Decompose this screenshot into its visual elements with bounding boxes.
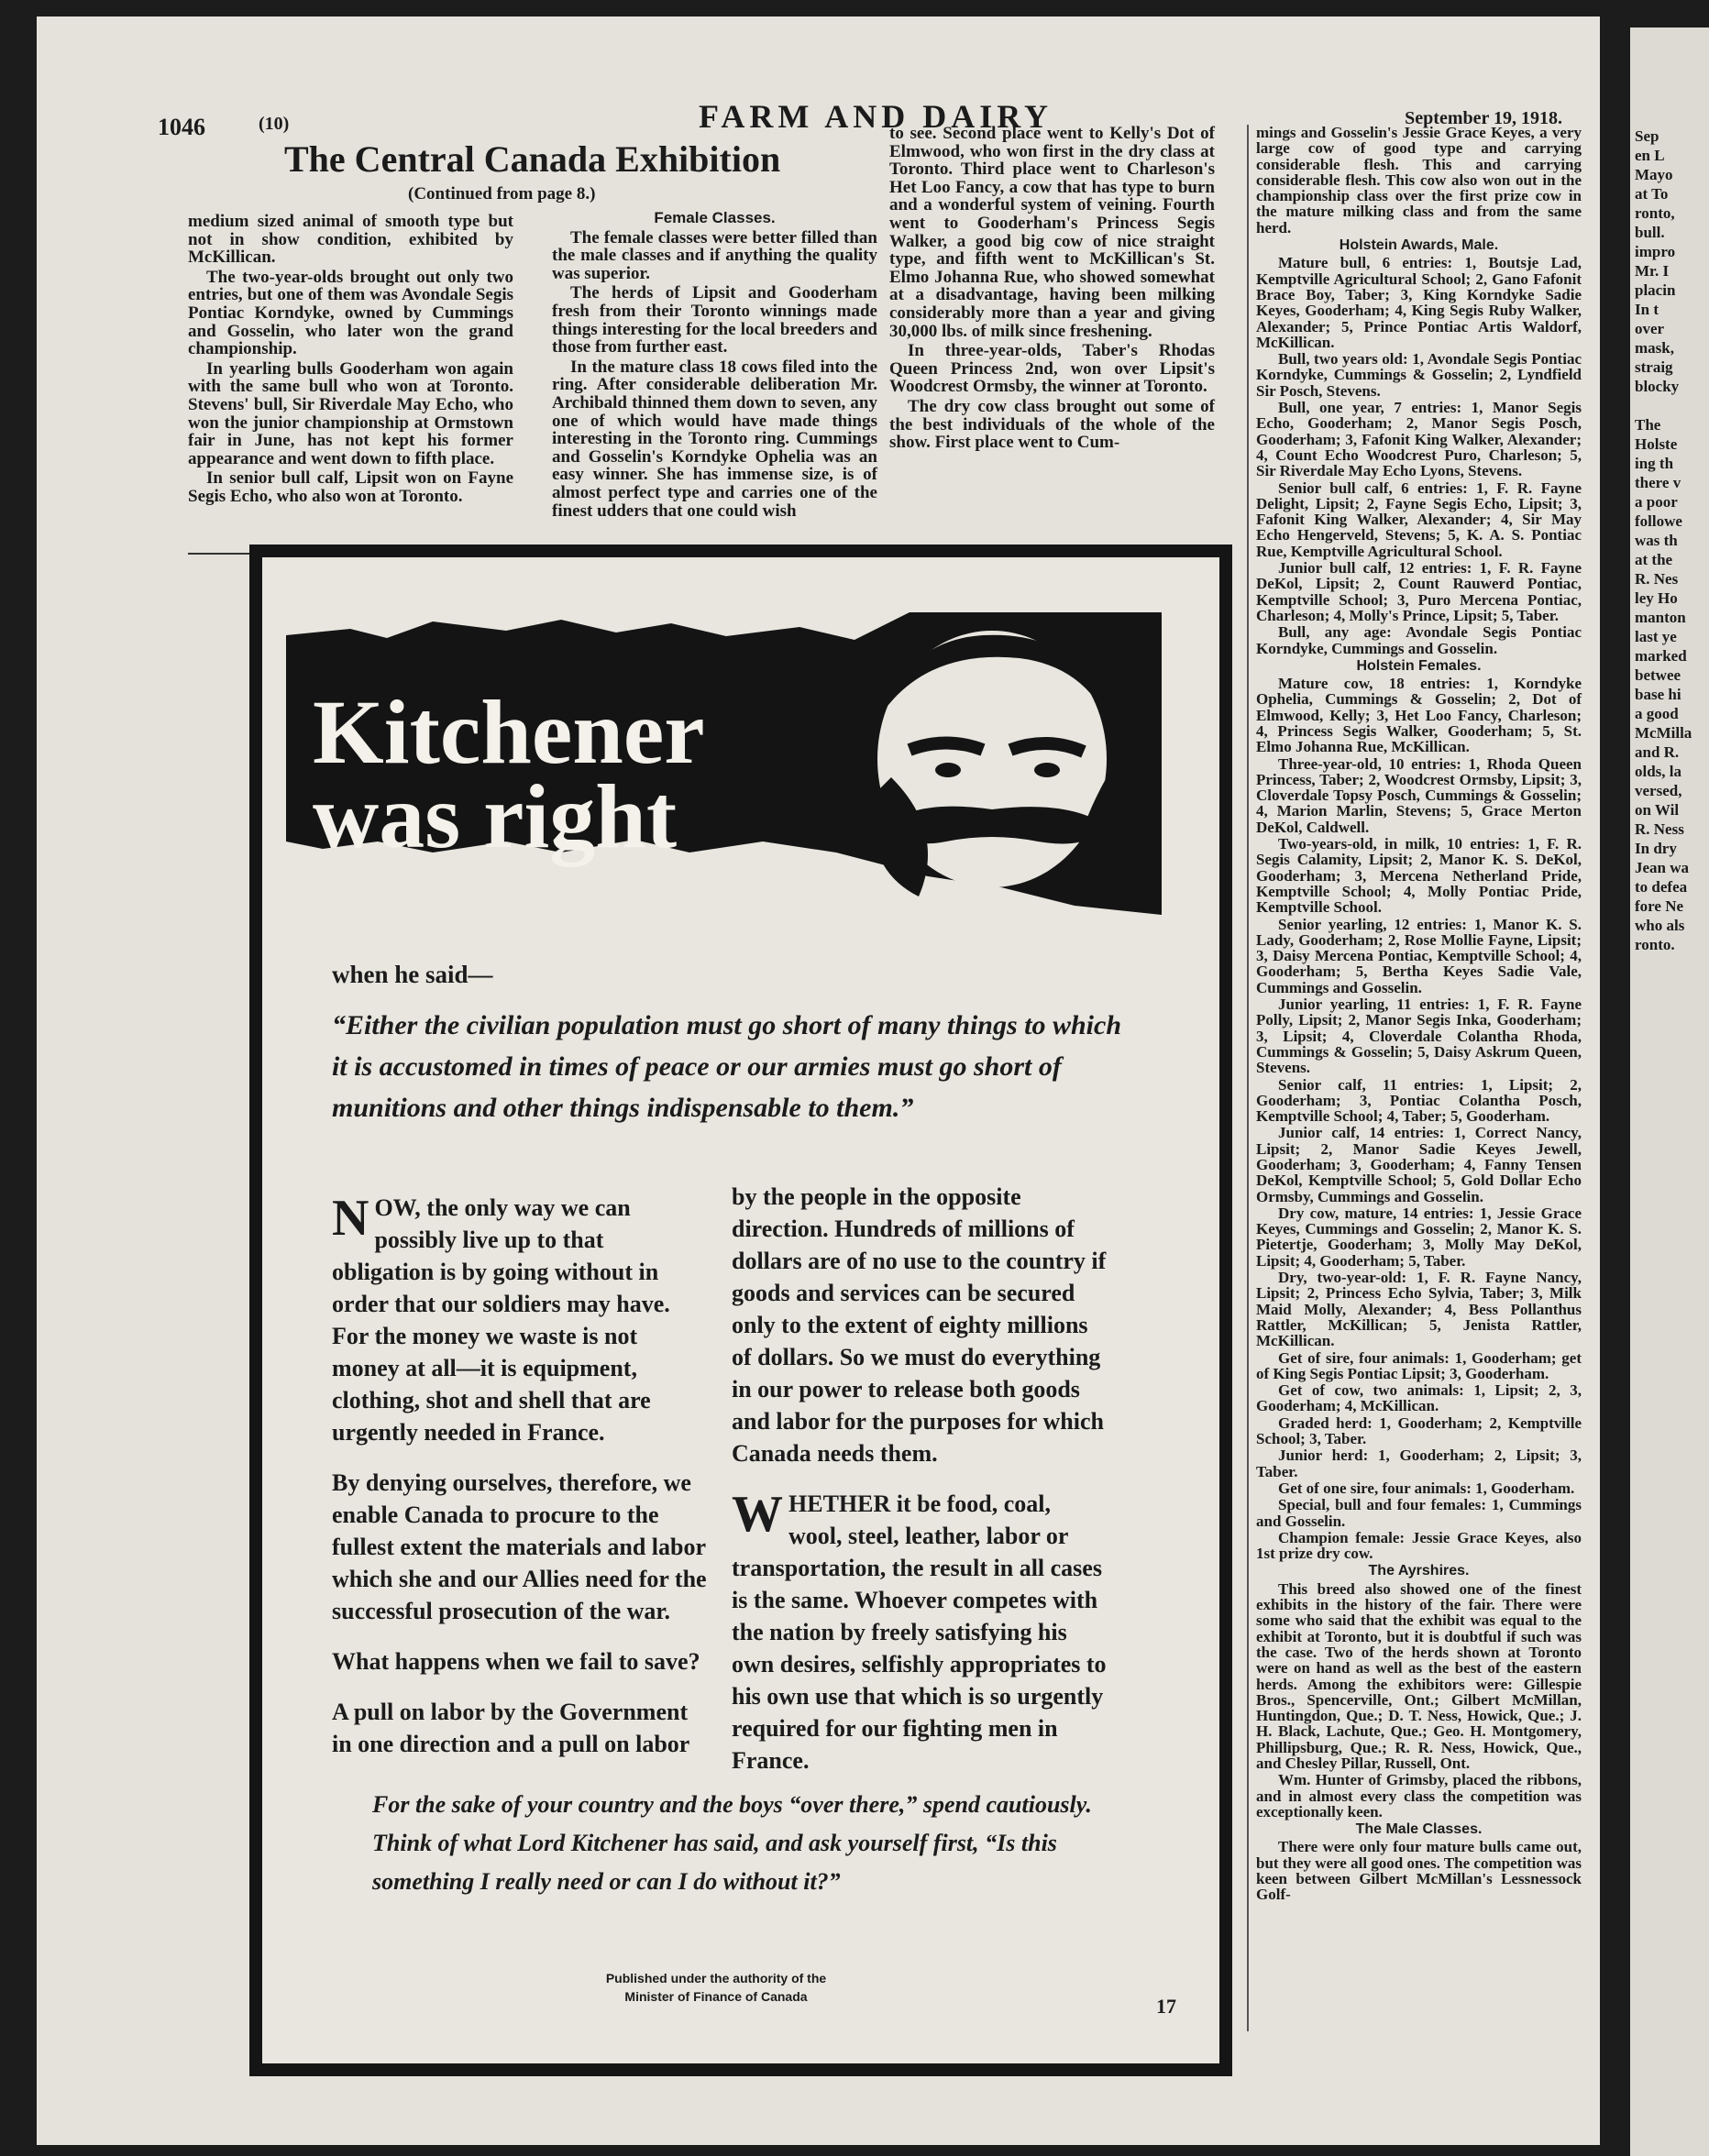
award-entry: Senior yearling, 12 entries: 1, Manor K. S. Lady, Gooderham; 2, Rose Mollie Fayne, Lipsit; 3, Daisy Mercena Pontiac, Kemptville School; 4, Gooderham; 5, Bertha Keyes Sadie Vale, Cummings and Gosselin. <box>1256 915 1582 996</box>
newspaper-page <box>37 16 1600 2145</box>
adjacent-page-fragment: Jean wa <box>1635 859 1690 876</box>
awards-column <box>1256 125 1582 1904</box>
portrait-eye-left <box>935 763 961 777</box>
ad-paragraph: by the people in the opposite direction. Hundreds of millions of dollars are of no use to the country if goods and services can be secured only to the extent of eighty millions of dollars. So we must do everything in our power to release both goods and labor for the purposes for which Canada needs them. <box>732 1183 1107 1467</box>
ad-headline <box>313 681 705 867</box>
award-entry: Junior calf, 14 entries: 1, Correct Nancy, Lipsit; 2, Manor Sadie Keyes Jewell, Gooderham; 3, Gooderham; 4, Fanny Tensen DeKol, Kemptville School; 5, Gold Dollar Echo Ormsby, Cummings and Gosselin. <box>1256 1124 1582 1205</box>
adjacent-page-fragment: Sep <box>1635 127 1659 145</box>
kitchener-advertisement <box>249 544 1232 2076</box>
award-entry: Bull, two years old: 1, Avondale Segis Pontiac Korndyke, Cummings & Gosselin; 2, Lyndfield Sir Posch, Stevens. <box>1256 350 1582 400</box>
paragraph: The female classes were better filled than the male classes and if anything the quality was superior. <box>552 227 877 283</box>
ad-paragraph: A pull on labor by the Government in one direction and a pull on labor <box>332 1699 690 1757</box>
adjacent-page-fragment: R. Ness <box>1635 820 1684 838</box>
article-title: The Central Canada Exhibition <box>284 138 781 180</box>
award-entry: Bull, any age: Avondale Segis Pontiac Korndyke, Cummings and Gosselin. <box>1256 623 1582 657</box>
adjacent-page-fragment: R. Nes <box>1635 570 1679 588</box>
inner-page-number: (10) <box>259 114 290 134</box>
article-column-1 <box>188 213 513 508</box>
drop-cap: W <box>732 1486 783 1543</box>
ad-lead-in: when he said— <box>332 961 493 988</box>
award-entry: Junior herd: 1, Gooderham; 2, Lipsit; 3, Taber. <box>1256 1446 1582 1480</box>
continued-note: (Continued from page 8.) <box>408 184 596 204</box>
adjacent-page-fragment: last ye <box>1635 628 1677 645</box>
publisher-line: Minister of Finance of Canada <box>624 1989 808 2004</box>
award-entry: Graded herd: 1, Gooderham; 2, Kemptville School; 3, Taber. <box>1256 1414 1582 1448</box>
adjacent-page-fragment: In dry <box>1635 840 1677 857</box>
adjacent-page-edge <box>1630 28 1709 2156</box>
adjacent-page-fragment: who als <box>1635 917 1685 934</box>
adjacent-page-fragment: Holste <box>1635 435 1678 453</box>
adjacent-page-fragment: en L <box>1635 147 1665 164</box>
award-entry: Get of one sire, four animals: 1, Gooderham. <box>1278 1479 1575 1497</box>
headline-line: Kitchener <box>313 681 705 783</box>
adjacent-page-fragment: followe <box>1635 512 1682 530</box>
adjacent-page-fragment <box>1635 396 1708 415</box>
award-entry: Get of cow, two animals: 1, Lipsit; 2, 3, Gooderham; 4, McKillican. <box>1256 1381 1582 1415</box>
paragraph: In senior bull calf, Lipsit won on Fayne Segis Echo, who also won at Toronto. <box>188 468 513 506</box>
adjacent-page-fragment: over <box>1635 320 1665 337</box>
award-entry: Junior bull calf, 12 entries: 1, F. R. Fayne DeKol, Lipsit; 2, Count Rauwerd Pontiac, Kemptville School; 3, Puro Mercena Pontiac, Charleson; 4, Molly's Prince, Lipsit; 5, Taber. <box>1256 559 1582 624</box>
award-entry: Special, bull and four females: 1, Cummings and Gosselin. <box>1256 1496 1582 1530</box>
adjacent-page-fragment: and R. <box>1635 743 1680 761</box>
award-entry: Wm. Hunter of Grimsby, placed the ribbons, and in almost every class the competition was exceptionally keen. <box>1256 1771 1582 1820</box>
paragraph: The herds of Lipsit and Gooderham fresh from their Toronto winnings made things interesting for the local breeders and those from further east. <box>552 283 877 358</box>
award-entry: Senior calf, 11 entries: 1, Lipsit; 2, Gooderham; 3, Pontiac Colantha Posch, Kemptville School; 4, Taber; 5, Gooderham. <box>1256 1075 1582 1126</box>
adjacent-page-fragment: bull. <box>1635 224 1665 241</box>
adjacent-page-fragment: base hi <box>1635 686 1681 703</box>
adjacent-page-fragment: was th <box>1635 532 1678 549</box>
ad-column-left <box>332 1192 708 1778</box>
adjacent-page-fragment: ronto. <box>1635 936 1675 953</box>
ad-paragraph <box>732 1488 1108 1776</box>
award-entry: Mature cow, 18 entries: 1, Korndyke Ophelia, Cummings & Gosselin; 2, Dot of Elmwood, Kelly; 3, Het Loo Fancy, Charleson; 4, Princess Segis Walker, Gooderham; 5, St. Elmo Johanna Rue, McKillican. <box>1256 675 1582 756</box>
paragraph: In yearling bulls Gooderham won again with the same bull who won at Toronto. Stevens' bull, Sir Riverdale May Echo, who won the junior championship at Ormstown fair in June, has not kept his former appearance and went down to fifth place. <box>188 358 513 468</box>
ad-closing-appeal: For the sake of your country and the boys “over there,” spend cautiously. Think of what Lord Kitchener has said, and ask yourself first, “Is this something I really need or can I do without it?” <box>372 1791 1092 1895</box>
ad-paragraph: By denying ourselves, therefore, we enable Canada to procure to the fullest extent the materials and labor which she and our Allies need for the successful prosecution of the war. <box>332 1469 707 1624</box>
column-divider-vertical <box>1247 125 1249 2031</box>
article-column-3 <box>889 125 1215 454</box>
adjacent-page-fragment: olds, la <box>1635 763 1682 780</box>
article-column-2 <box>552 207 877 522</box>
paragraph: The two-year-olds brought out only two entries, but one of them was Avondale Segis Pontiac Korndyke, owned by Cummings and Gosselin, who later won the grand championship. <box>188 267 513 359</box>
award-entry: Senior bull calf, 6 entries: 1, F. R. Fayne Delight, Lipsit; 2, Fayne Segis Echo, Lipsit; 3, Fafonit King Walker, Alexander; 4, Sir May Echo Hengerveld, Stevens; 5, K. A. S. Pontiac Rue, Kemptville Agricultural School. <box>1256 478 1582 560</box>
adjacent-page-fragment: In t <box>1635 301 1659 318</box>
award-entry: Get of sire, four animals: 1, Gooderham; get of King Segis Pontiac Lipsit; 3, Gooderham. <box>1256 1348 1582 1382</box>
section-heading: Holstein Females. <box>1356 657 1482 674</box>
adjacent-page-fragment: marked <box>1635 647 1687 665</box>
adjacent-page-fragment: McMilla <box>1635 724 1692 742</box>
publication-title: FARM AND DAIRY <box>699 98 1053 135</box>
paragraph: In three-year-olds, Taber's Rhodas Queen Princess 2nd, won over Lipsit's Woodcrest Ormsby, the winner at Toronto. <box>889 341 1215 397</box>
headline-line: was right <box>313 765 678 867</box>
paragraph: to see. Second place went to Kelly's Dot of Elmwood, who won first in the dry class at Toronto. Third place went to Charleson's Het Loo Fancy, a cow that has type to burn and a wonderful system of veining. Fourth went to Gooderham's Princess Segis Walker, a good big cow of nice straight type, and fifth went to McKillican's St. Elmo Johanna Rue, who showed somewhat at a disadvantage, having been milking considerably more than a year and giving 30,000 lbs. of milk since freshening. <box>889 124 1215 341</box>
adjacent-page-fragment: straig <box>1635 358 1673 376</box>
award-entry: This breed also showed one of the finest exhibits in the history of the fair. There were some who said that the exhibit was equal to the exhibit at Toronto, but it is doubtful if such was the case. Two of the herds shown at Toronto were on hand as well as the best of the eastern herds. Among the exhibitors were: Gillespie Bros., Spencerville, Ont.; Gilbert McMillan, Huntingdon, Que.; D. T. Ness, Howick, Que.; J. H. Black, Lachute, Que.; Geo. H. Montgomery, Phillipsburg, Que.; R. R. Ness, Howick, Que., and Chesley Pillar, Russell, Ont. <box>1256 1579 1582 1772</box>
publisher-credit <box>565 1969 867 2006</box>
award-entry: Junior yearling, 11 entries: 1, F. R. Fayne Polly, Lipsit; 2, Manor Segis Inka, Gooderham; 3, Lipsit; 4, Cloverdale Colantha Rhoda, Cummings & Gosselin; 5, Daisy Askrum Queen, Stevens. <box>1256 996 1582 1077</box>
adjacent-page-fragment: ronto, <box>1635 204 1675 222</box>
section-heading: The Male Classes. <box>1355 1821 1483 1838</box>
paragraph: mings and Gosselin's Jessie Grace Keyes, a very large cow of good type and carrying considerable flesh. This and carrying considerable flesh. This cow also won out in the championship class over the first prize cow in the mature milking class and from the same herd. <box>1256 124 1582 236</box>
section-heading: Holstein Awards, Male. <box>1339 237 1499 254</box>
adjacent-page-fragment: blocky <box>1635 378 1680 395</box>
award-entry: Two-years-old, in milk, 10 entries: 1, F. R. Segis Calamity, Lipsit; 2, Manor K. S. DeKol, Gooderham; 3, Mercena Netherland Pride, Kemptville School; 4, Molly Pontiac Pride, Kemptville School. <box>1256 835 1582 917</box>
adjacent-page-fragment: manton <box>1635 609 1686 626</box>
award-entry: Mature bull, 6 entries: 1, Boutsje Lad, Kemptville Agricultural School; 2, Gano Fafonit Brace Boy, Taber; 3, King Korndyke Sadie Keyes, Gooderham; 4, King Segis Ruby Walker, Alexander; 5, Prince Pontiac Artis Waldorf, McKillican. <box>1256 254 1582 351</box>
section-heading: Female Classes. <box>654 209 776 226</box>
adjacent-page-fragment: ing th <box>1635 455 1674 472</box>
kitchener-quote: “Either the civilian population must go short of many things to which it is accustomed in times of peace or our armies must go short of munitions and other things indispensable to them.” <box>332 1010 1122 1123</box>
adjacent-page-fragment: placin <box>1635 281 1676 299</box>
adjacent-page-fragment: a good <box>1635 705 1679 722</box>
paragraph: In the mature class 18 cows filed into the ring. After considerable deliberation Mr. Archibald thinned them down to seven, any one of which would have made things interesting in the Toronto ring. Cummings and Gosselin's Korndyke Ophelia was an easy winner. She has immense size, is of almost perfect type and carries one of the finest udders that one could wish <box>552 357 877 521</box>
ad-paragraph-text: OW, the only way we can possibly live up to that obligation is by going without in order that our soldiers may have. For the money we waste is not money at all—it is equipment, clothing, shot and shell that are urgently needed in France. <box>332 1194 670 1446</box>
adjacent-page-fragment: The <box>1635 416 1661 434</box>
award-entry: Bull, one year, 7 entries: 1, Manor Segis Echo, Gooderham; 2, Manor Segis Posch, Gooderham; 3, Fafonit King Walker, Alexander; 4, Count Echo Woodcrest Puro, Charleson; 5, Sir Riverdale May Echo Lyons, Stevens. <box>1256 399 1582 480</box>
paragraph: medium sized animal of smooth type but not in show condition, exhibited by McKillican. <box>188 212 513 268</box>
ad-number: 17 <box>1156 1995 1176 2018</box>
adjacent-page-fragment: at the <box>1635 551 1673 568</box>
ad-paragraph: What happens when we fail to save? <box>332 1648 700 1675</box>
adjacent-page-fragment: betwee <box>1635 666 1681 684</box>
adjacent-page-fragment: versed, <box>1635 782 1682 799</box>
portrait-eye-right <box>1034 763 1060 777</box>
adjacent-page-fragment: fore Ne <box>1635 897 1684 915</box>
award-entry: Champion female: Jessie Grace Keyes, also 1st prize dry cow. <box>1256 1528 1582 1563</box>
adjacent-page-fragment: on Wil <box>1635 801 1680 819</box>
ad-column-right <box>732 1181 1108 1795</box>
adjacent-page-fragment: impro <box>1635 243 1676 260</box>
adjacent-page-fragment: a poor <box>1635 493 1678 511</box>
adjacent-page-fragment: mask, <box>1635 339 1674 357</box>
adjacent-page-fragment: to defea <box>1635 878 1688 896</box>
ad-paragraph <box>332 1192 708 1448</box>
adjacent-page-fragment: Mr. I <box>1635 262 1670 280</box>
award-entry: There were only four mature bulls came out, but they were all good ones. The competition was keen between Gilbert McMillan's Lessnessock Golf- <box>1256 1838 1582 1904</box>
issue-date: September 19, 1918. <box>1405 108 1562 128</box>
award-entry: Dry cow, mature, 14 entries: 1, Jessie Grace Keyes, Cummings and Gosselin; 2, Manor K. S. Pietertje, Gooderham; 3, Molly May DeKol, Lipsit; 4, Gooderham; 5, Taber. <box>1256 1204 1582 1270</box>
page-number: 1046 <box>158 114 205 140</box>
adjacent-page-fragment: Mayo <box>1635 166 1673 183</box>
adjacent-page-fragment: there v <box>1635 474 1681 491</box>
drop-cap: N <box>332 1190 369 1247</box>
adjacent-page-fragment: ley Ho <box>1635 589 1678 607</box>
publisher-line: Published under the authority of the <box>605 1971 827 1986</box>
adjacent-page-fragment: at To <box>1635 185 1669 203</box>
section-heading: The Ayrshires. <box>1368 1563 1470 1579</box>
paragraph: The dry cow class brought out some of the best individuals of the whole of the show. First place went to Cum- <box>889 396 1215 453</box>
award-entry: Three-year-old, 10 entries: 1, Rhoda Queen Princess, Taber; 2, Woodcrest Ormsby, Lipsit; 3, Cloverdale Topsy Posch, Cummings & Gosselin; 4, Marion Marlin, Stevens; 5, Grace Merton DeKol, Caldwell. <box>1256 754 1582 836</box>
ad-paragraph-text: HETHER it be food, coal, wool, steel, leather, labor or transportation, the result in all cases is the same. Whoever competes with the nation by freely satisfying his own desires, selfishly appropriates to his own use that which is so urgently required for our fighting men in France. <box>732 1490 1107 1774</box>
award-entry: Dry, two-year-old: 1, F. R. Fayne Nancy, Lipsit; 2, Princess Echo Sylvia, Taber; 3, Milk Maid Molly, Alexander; 4, Bess Pollanthus Rattler, McKillican; 5, Jenista Rattler, McKillican. <box>1256 1269 1582 1350</box>
adjacent-page-column <box>1635 126 1708 954</box>
